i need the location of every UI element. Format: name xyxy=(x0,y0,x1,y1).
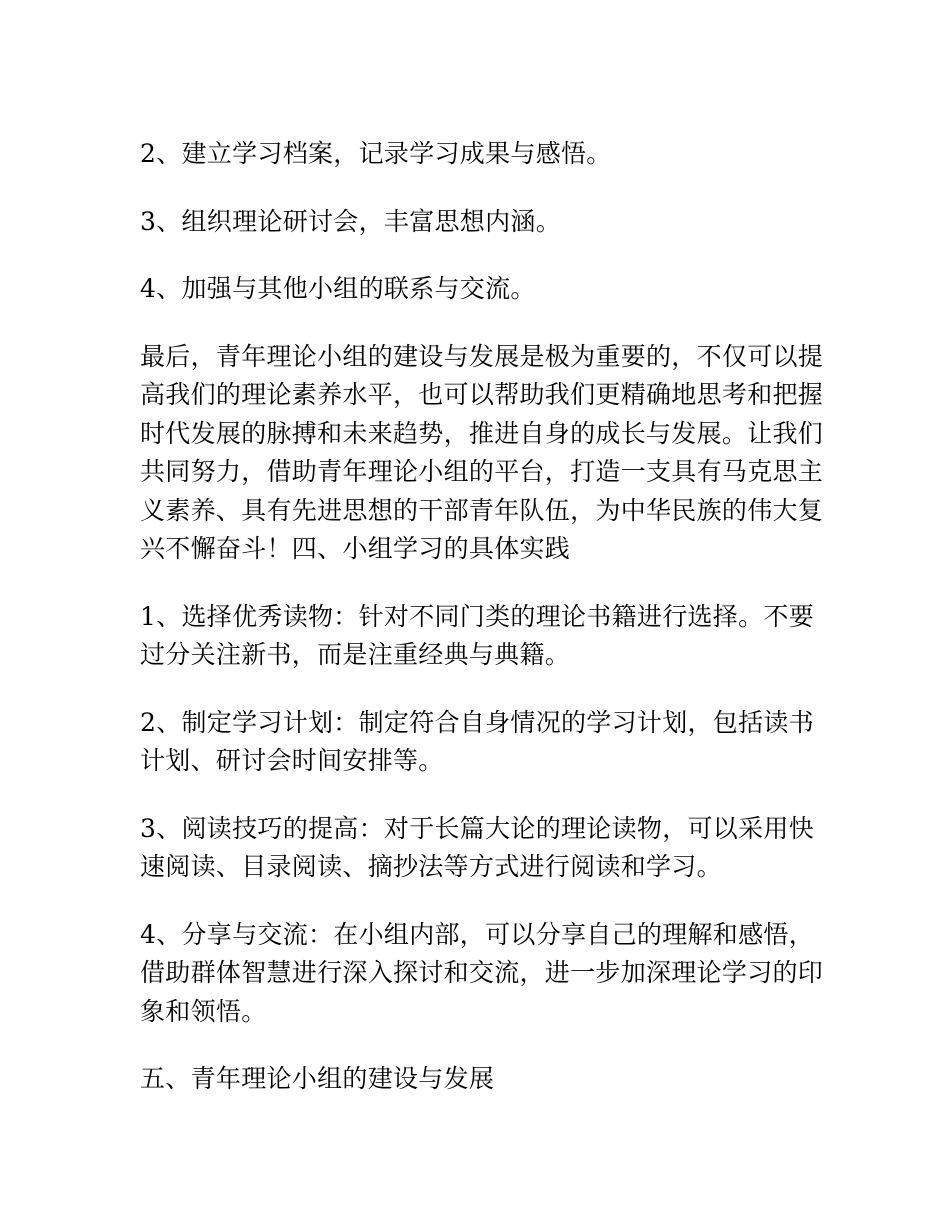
paragraph-item-2-archive xyxy=(140,135,820,174)
text-line: 计划、研讨会时间安排等。 xyxy=(140,746,444,775)
text-line: 3、阅读技巧的提高：对于长篇大论的理论读物，可以采用快 xyxy=(140,813,815,843)
section-heading-5 xyxy=(140,1060,820,1099)
paragraph-practice-3 xyxy=(140,810,820,887)
text-line: 4、加强与其他小组的联系与交流。 xyxy=(140,274,536,303)
text-line: 时代发展的脉搏和未来趋势，推进自身的成长与发展。让我们 xyxy=(140,418,824,448)
paragraph-item-4-exchange xyxy=(140,270,820,309)
text-line: 1、选择优秀读物：针对不同门类的理论书籍进行选择。不要 xyxy=(140,601,815,631)
paragraph-practice-2 xyxy=(140,704,820,781)
text-line: 速阅读、目录阅读、摘抄法等方式进行阅读和学习。 xyxy=(140,852,722,881)
text-line: 高我们的理论素养水平，也可以帮助我们更精确地思考和把握 xyxy=(140,380,824,409)
text-line: 过分关注新书，而是注重经典与典籍。 xyxy=(140,640,571,669)
text-line: 最后，青年理论小组的建设与发展是极为重要的，不仅可以提 xyxy=(140,341,824,371)
text-line: 共同努力，借助青年理论小组的平台，打造一支具有马克思主 xyxy=(140,457,824,486)
document-page xyxy=(140,135,824,1128)
text-line: 4、分享与交流：在小组内部，可以分享自己的理解和感悟， xyxy=(140,919,815,949)
paragraph-practice-1 xyxy=(140,598,820,675)
text-line: 兴不懈奋斗！四、小组学习的具体实践 xyxy=(140,534,571,563)
paragraph-practice-4 xyxy=(140,916,824,1032)
text-line: 象和领悟。 xyxy=(140,996,267,1026)
paragraph-item-3-seminar xyxy=(140,203,820,242)
text-line: 2、建立学习档案，记录学习成果与感悟。 xyxy=(140,139,612,168)
text-line: 五、青年理论小组的建设与发展 xyxy=(140,1064,495,1093)
text-line: 3、组织理论研讨会，丰富思想内涵。 xyxy=(140,206,562,236)
text-line: 2、制定学习计划：制定符合自身情况的学习计划，包括读书 xyxy=(140,707,815,737)
text-line: 义素养、具有先进思想的干部青年队伍，为中华民族的伟大复 xyxy=(140,495,824,525)
text-line: 借助群体智慧进行深入探讨和交流，进一步加深理论学习的印 xyxy=(140,958,824,987)
paragraph-conclusion xyxy=(140,338,824,569)
